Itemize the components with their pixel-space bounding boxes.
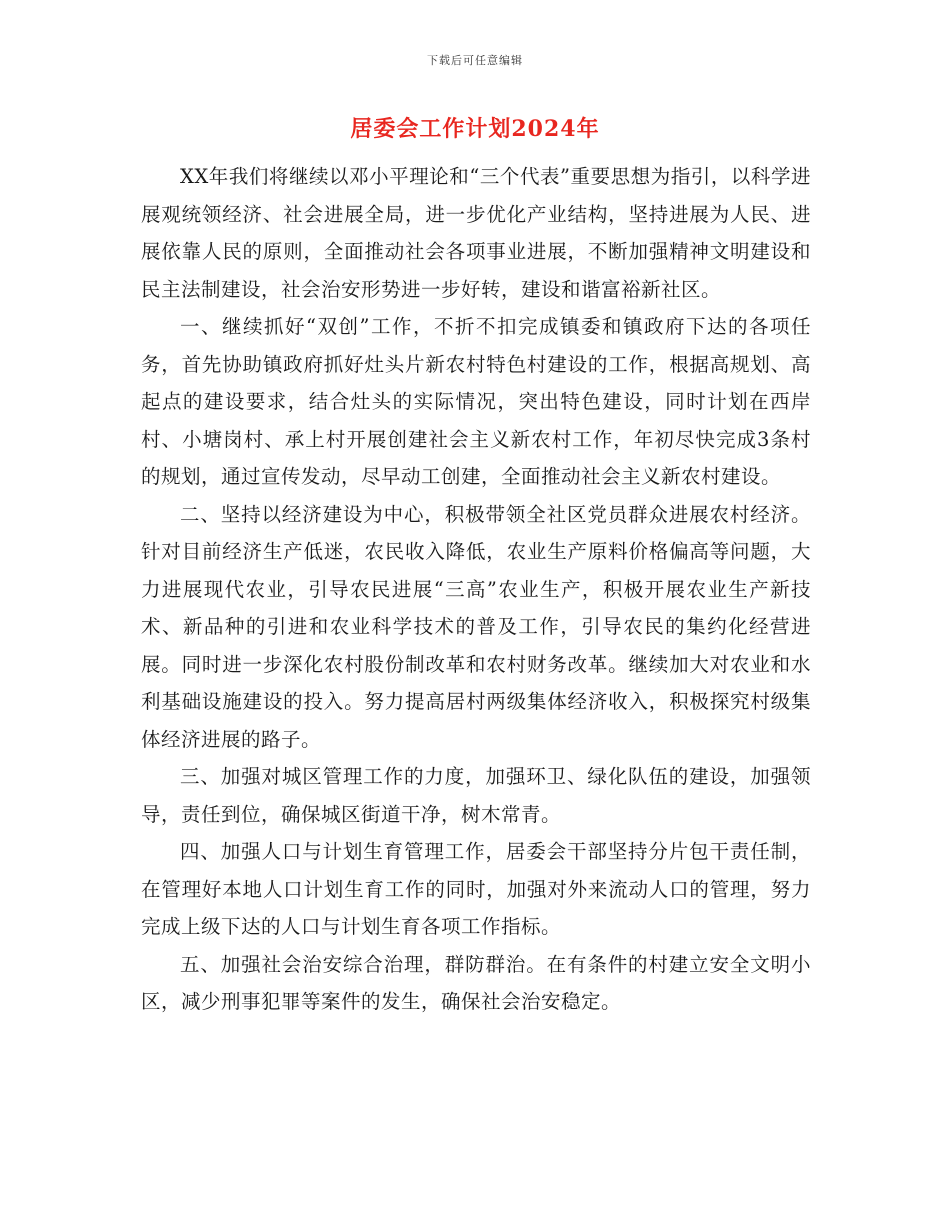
- paragraph-item-5: 五、加强社会治安综合治理，群防群治。在有条件的村建立安全文明小区，减少刑事犯罪等案件的发生，确保社会治安稳定。: [141, 952, 811, 1013]
- paragraph-item-3: 三、加强对城区管理工作的力度，加强环卫、绿化队伍的建设，加强领导，责任到位，确保城区街道干净，树木常青。: [141, 765, 811, 826]
- paragraph-item-1: 一、继续抓好“双创”工作，不折不扣完成镇委和镇政府下达的各项任务，首先协助镇政府抓好灶头片新农村特色村建设的工作，根据高规划、高起点的建设要求，结合灶头的实际情况，突出特色建设，同时计划在西岸村、小塘岗村、承上村开展创建社会主义新农村工作，年初尽快完成3条村的规划，通过宣传发动，尽早动工创建，全面推动社会主义新农村建设。: [141, 315, 811, 488]
- document-title: 居委会工作计划2024年: [350, 116, 600, 142]
- header-note: 下载后可任意编辑: [427, 54, 523, 67]
- paragraph-intro: XX年我们将继续以邓小平理论和“三个代表”重要思想为指引，以科学进展观统领经济、社会进展全局，进一步优化产业结构，坚持进展为人民、进展依靠人民的原则，全面推动社会各项事业进展，不断加强精神文明建设和民主法制建设，社会治安形势进一步好转，建设和谐富裕新社区。: [141, 165, 811, 301]
- paragraph-item-4: 四、加强人口与计划生育管理工作，居委会干部坚持分片包干责任制，在管理好本地人口计划生育工作的同时，加强对外来流动人口的管理，努力完成上级下达的人口与计划生育各项工作指标。: [141, 840, 811, 938]
- paragraph-item-2: 二、坚持以经济建设为中心，积极带领全社区党员群众进展农村经济。针对目前经济生产低迷，农民收入降低，农业生产原料价格偏高等问题，大力进展现代农业，引导农民进展“三高”农业生产，积极开展农业生产新技术、新品种的引进和农业科学技术的普及工作，引导农民的集约化经营进展。同时进一步深化农村股份制改革和农村财务改革。继续加大对农业和水利基础设施建设的投入。努力提高居村两级集体经济收入，积极探究村级集体经济进展的路子。: [141, 502, 811, 751]
- document-body: [141, 158, 811, 1021]
